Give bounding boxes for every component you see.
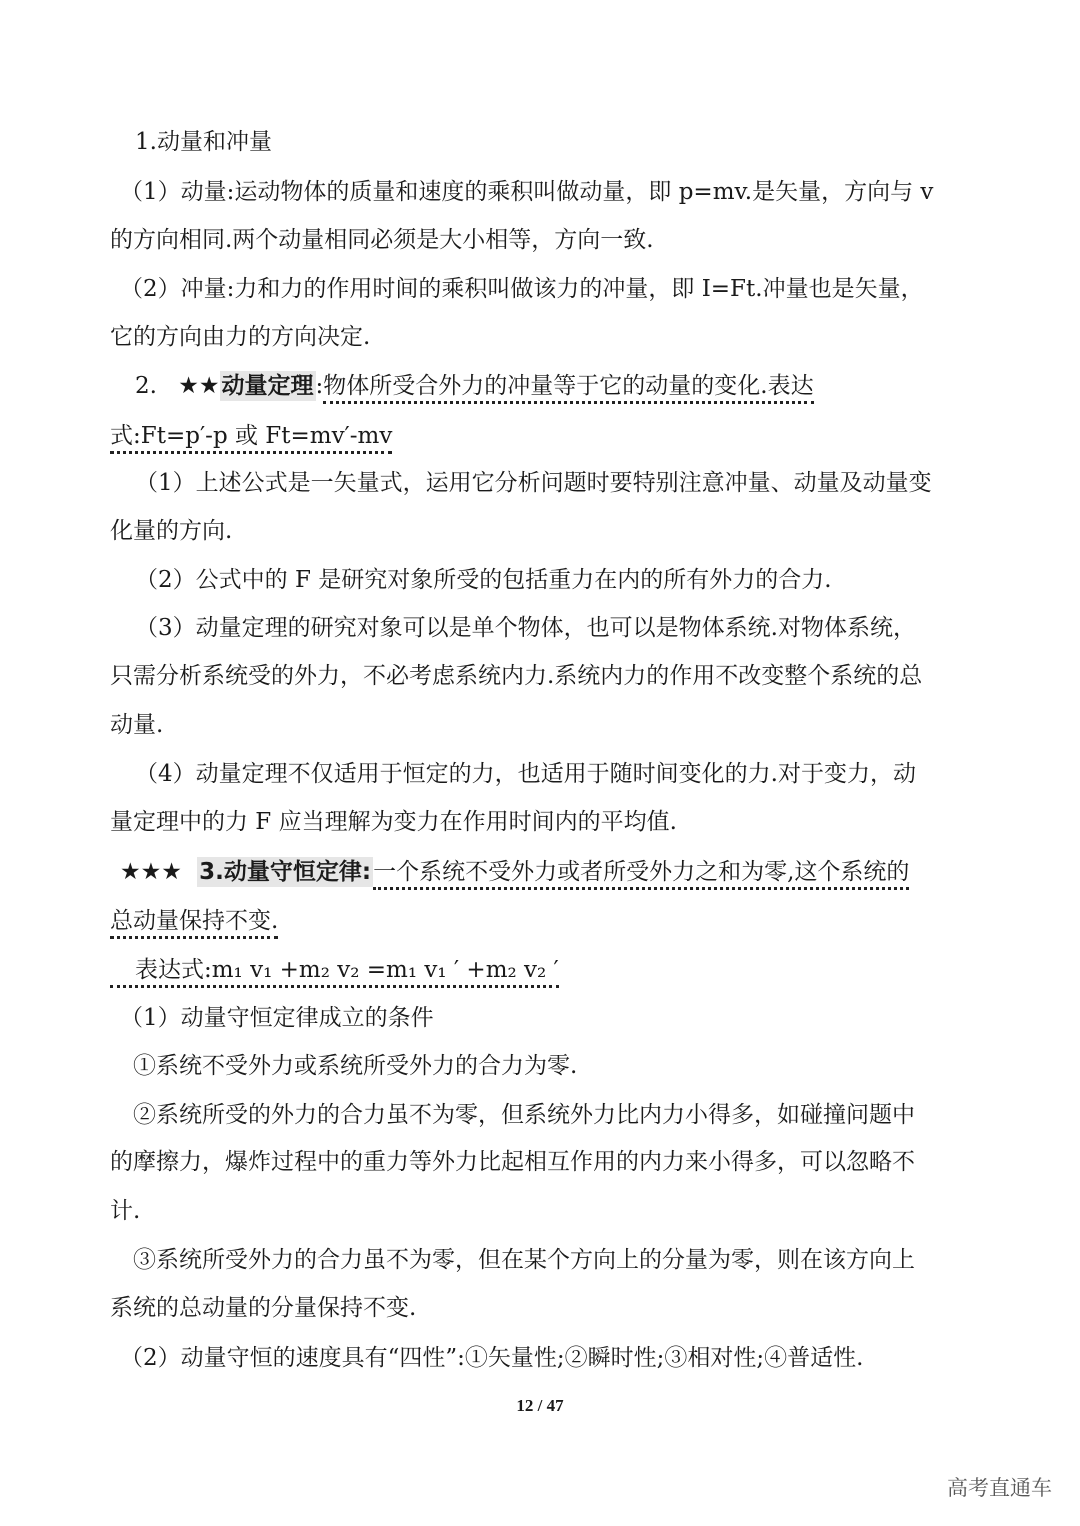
text-line: 只需分析系统受的外力，不必考虑系统内力.系统内力的作用不改变整个系统的总 bbox=[110, 663, 923, 689]
star-icon: ★★★ bbox=[120, 859, 182, 885]
theorem-definition: 物体所受合外力的冲量等于它的动量的变化.表达 bbox=[323, 373, 813, 404]
text-line: 的方向相同.两个动量相同必须是大小相等，方向一致. bbox=[110, 227, 654, 253]
law-definition: 一个系统不受外力或者所受外力之和为零,这个系统的 bbox=[373, 859, 909, 890]
text-line: （2）公式中的 F 是研究对象所受的包括重力在内的所有外力的合力. bbox=[135, 567, 832, 593]
text-line: （4）动量定理不仅适用于恒定的力，也适用于随时间变化的力.对于变力，动 bbox=[135, 761, 916, 787]
text-line: 计. bbox=[110, 1198, 141, 1224]
text-line: 量定理中的力 F 应当理解为变力在作用时间内的平均值. bbox=[110, 809, 677, 835]
theorem-heading bbox=[135, 371, 814, 401]
text-line: 化量的方向. bbox=[110, 518, 233, 544]
theorem-title: 动量定理 bbox=[221, 373, 314, 399]
text-line: ②系统所受的外力的合力虽不为零，但系统外力比内力小得多，如碰撞问题中 bbox=[133, 1102, 915, 1128]
watermark: 高考直通车 bbox=[947, 1476, 1052, 1500]
theorem-formula: 式:Ft=p′-p 或 Ft=mv′-mv bbox=[110, 423, 392, 454]
colon: : bbox=[315, 373, 324, 399]
text-line: 的摩擦力，爆炸过程中的重力等外力比起相互作用的内力来小得多，可以忽略不 bbox=[110, 1149, 915, 1175]
text-line: （3）动量定理的研究对象可以是单个物体，也可以是物体系统.对物体系统， bbox=[135, 615, 916, 641]
text-line: ①系统不受外力或系统所受外力的合力为零. bbox=[133, 1053, 578, 1079]
law-definition-cont: 总动量保持不变. bbox=[110, 908, 278, 939]
page-number: 12 / 47 bbox=[516, 1396, 564, 1415]
law-title: 3.动量守恒定律: bbox=[199, 859, 372, 885]
text-line: （2）冲量:力和力的作用时间的乘积叫做该力的冲量，即 I=Ft.冲量也是矢量， bbox=[120, 276, 924, 302]
law-heading bbox=[120, 857, 909, 887]
text-line: （1）上述公式是一矢量式，运用它分析问题时要特别注意冲量、动量及动量变 bbox=[135, 470, 932, 496]
text-line: （1）动量守恒定律成立的条件 bbox=[120, 1005, 434, 1031]
star-icon: ★★ bbox=[178, 373, 220, 399]
law-formula: 表达式:m₁ v₁ +m₂ v₂ =m₁ v₁ ′ +m₂ v₂ ′ bbox=[110, 957, 559, 988]
text-line: 它的方向由力的方向决定. bbox=[110, 324, 371, 350]
text-line: ③系统所受外力的合力虽不为零，但在某个方向上的分量为零，则在该方向上 bbox=[133, 1247, 915, 1273]
heading-1: 1.动量和冲量 bbox=[135, 129, 272, 155]
text-line: 系统的总动量的分量保持不变. bbox=[110, 1295, 417, 1321]
text-line: 动量. bbox=[110, 712, 164, 738]
section-number: 2. bbox=[135, 373, 157, 399]
text-line: （1）动量:运动物体的质量和速度的乘积叫做动量，即 p=mv.是矢量，方向与 v bbox=[120, 179, 934, 205]
text-line: （2）动量守恒的速度具有“四性”:①矢量性;②瞬时性;③相对性;④普适性. bbox=[120, 1345, 864, 1371]
